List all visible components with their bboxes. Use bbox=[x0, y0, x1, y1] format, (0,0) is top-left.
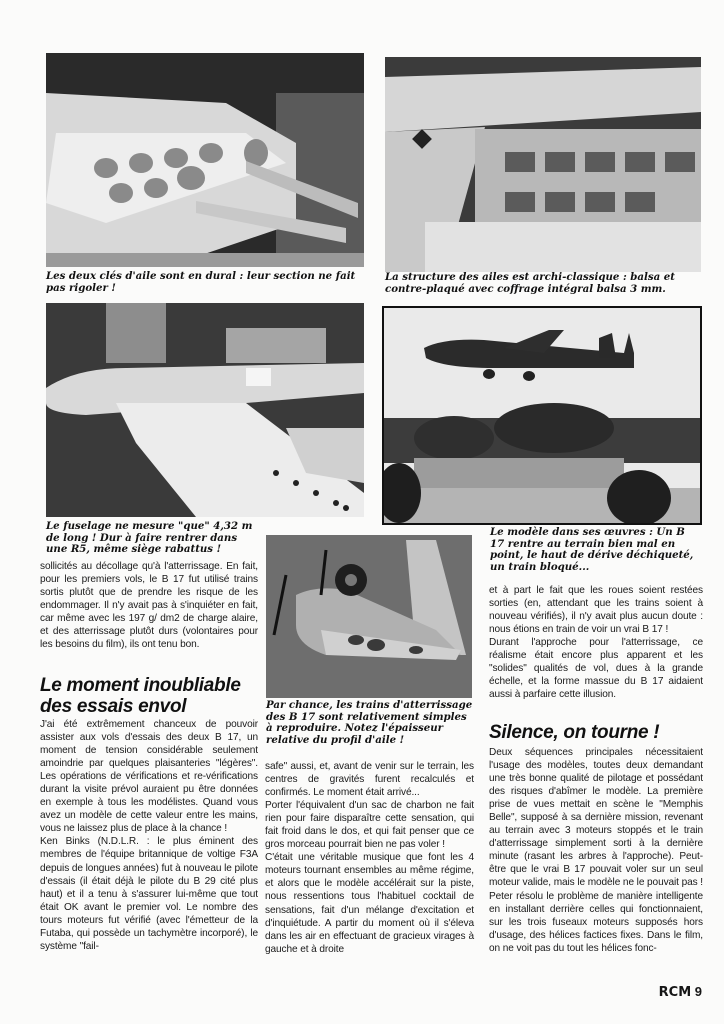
column-2-body bbox=[265, 760, 474, 956]
paragraph: safe" aussi, et, avant de venir sur le terrain, les centres de gravités furent recalculés et confirmés. Le moment était arrivé... bbox=[265, 761, 474, 799]
paragraph: C'était une véritable musique que font les 4 moteurs tournant ensembles au même régime, et alors que le modèle accélérait sur la piste, nous ressentions tous l'habituel cocktail de sensations, fait d'un mélange d'excitation et d'inquiétude. A partir du moment où il s'éleva dans les air en effectuant de gracieux virages à gauche et à droite bbox=[265, 852, 474, 955]
caption-wing-keys: Les deux clés d'aile sont en dural : leur section ne fait pas rigoler ! bbox=[46, 270, 356, 294]
paragraph: J'ai été extrêmement chanceux de pouvoir assister aux vols d'essais des deux B 17, un moment de tension considérable seulement amoindrie par quelques plaisanteries "légères". Les opérations de vérifications et re-vérifications durant la visite prévol auraient pu être données en exemple à tous les modélistes. Quand vous avez un modèle de cette valeur entre les mains, vous ne laissez plus de place à la chance ! bbox=[40, 719, 258, 835]
paragraph: Durant l'approche pour l'atterrissage, ce réalisme était encore plus apparent et les "solides" qualités de vol, dues à la grande échelle, et la forme massue du B 17 aidaient aussi à parfaire cette illusion. bbox=[489, 637, 703, 701]
column-3-intro bbox=[489, 584, 703, 701]
page-number: 9 bbox=[694, 984, 702, 999]
caption-landing-gear: Par chance, les trains d'atterrissage des B 17 sont relativement simples à reproduire. Notez l'épaisseur relative du profil d'aile ! bbox=[266, 699, 473, 746]
section-heading-essais: Le moment inoubliable des essais envol bbox=[40, 675, 241, 717]
photo-fuselage bbox=[46, 303, 364, 517]
caption-fuselage: Le fuselage ne mesure "que" 4,32 m de long ! Dur à faire rentrer dans une R5, même siège rabattus ! bbox=[46, 520, 253, 555]
paragraph: Porter l'équivalent d'un sac de charbon ne fait rien pour faire disparaître cette sensation, qui fait froid dans le dos, et qui fait penser que ce gros morceau pourrait bien ne pas voler ! bbox=[265, 800, 474, 851]
photo-landing-gear bbox=[266, 535, 472, 698]
column-3-body bbox=[489, 746, 703, 955]
caption-b17-flying: Le modèle dans ses œuvres : Un B 17 rentre au terrain bien mal en point, le haut de dérive déchiqueté, un train bloqué... bbox=[490, 526, 694, 573]
photo-wing-structure bbox=[385, 57, 701, 272]
paragraph: Deux séquences principales nécessitaient l'usage des modèles, toutes deux demandant une très bonne qualité de pilotage et possédant des risques d'abîmer le modèle. La première prise de vues mettait en scène le "Memphis Belle", supposé à sa dernière mission, revenant au terrain avec 3 moteurs stoppés et le train d'atterrissage simplement sorti à la dernière minute (rasant les arbres à l'approche). Peut-être que le vrai B 17 pouvait voler sur un seul moteur valide, mais le modèle ne le pouvait pas ! Peter résolu le problème de manière intelligente en installant derrière celles qui fonctionnaient, sur les trois fuseaux moteurs supposés hors d'usage, des hélices factices fixes. Dans le film, on ne voit pas du tout les hélices fonc- bbox=[489, 747, 703, 954]
caption-wing-structure: La structure des ailes est archi-classique : balsa et contre-plaqué avec coffrage intégral balsa 3 mm. bbox=[385, 271, 675, 295]
magazine-name: RCM bbox=[658, 985, 692, 1000]
paragraph: sollicités au décollage qu'à l'atterrissage. En fait, pour les premiers vols, le B 17 fut utilisé trains sortis plutôt que de prendre les risque de les endommager. Il n'y avait pas à s'inquiéter en fait, car même avec les 197 g/ dm2 de charge alaire, et des atterrissage plutôt durs (volontaires pour les besoins du film), ils ont tenu bon. bbox=[40, 561, 258, 651]
column-1-body bbox=[40, 718, 258, 953]
paragraph: Ken Binks (N.D.L.R. : le plus éminent des membres de l'équipe britannique de voltige F3A depuis de longues années) fut à nouveau le pilote d'essais (il était déjà le pilote du B 29 cité plus haut) et il a tenu à s'assurer lui-même que tout était OK avant le premier vol. Le nombre des tours moteurs fut vérifié (avec l'émetteur de la Futaba, qui possède un tachymètre incorporé), le système "fail- bbox=[40, 836, 258, 952]
photo-wing-keys bbox=[46, 53, 364, 267]
page-footer bbox=[659, 984, 702, 1000]
section-heading-silence: Silence, on tourne ! bbox=[489, 722, 660, 743]
photo-b17-flying bbox=[382, 306, 702, 525]
column-1-intro bbox=[40, 560, 258, 651]
paragraph: et à part le fait que les roues soient restées sorties (en, attendant que les trains soient à nouveau vérifiés), il n'y avait plus aucun doute : nous étions en train de voir un vrai B 17 ! bbox=[489, 585, 703, 636]
